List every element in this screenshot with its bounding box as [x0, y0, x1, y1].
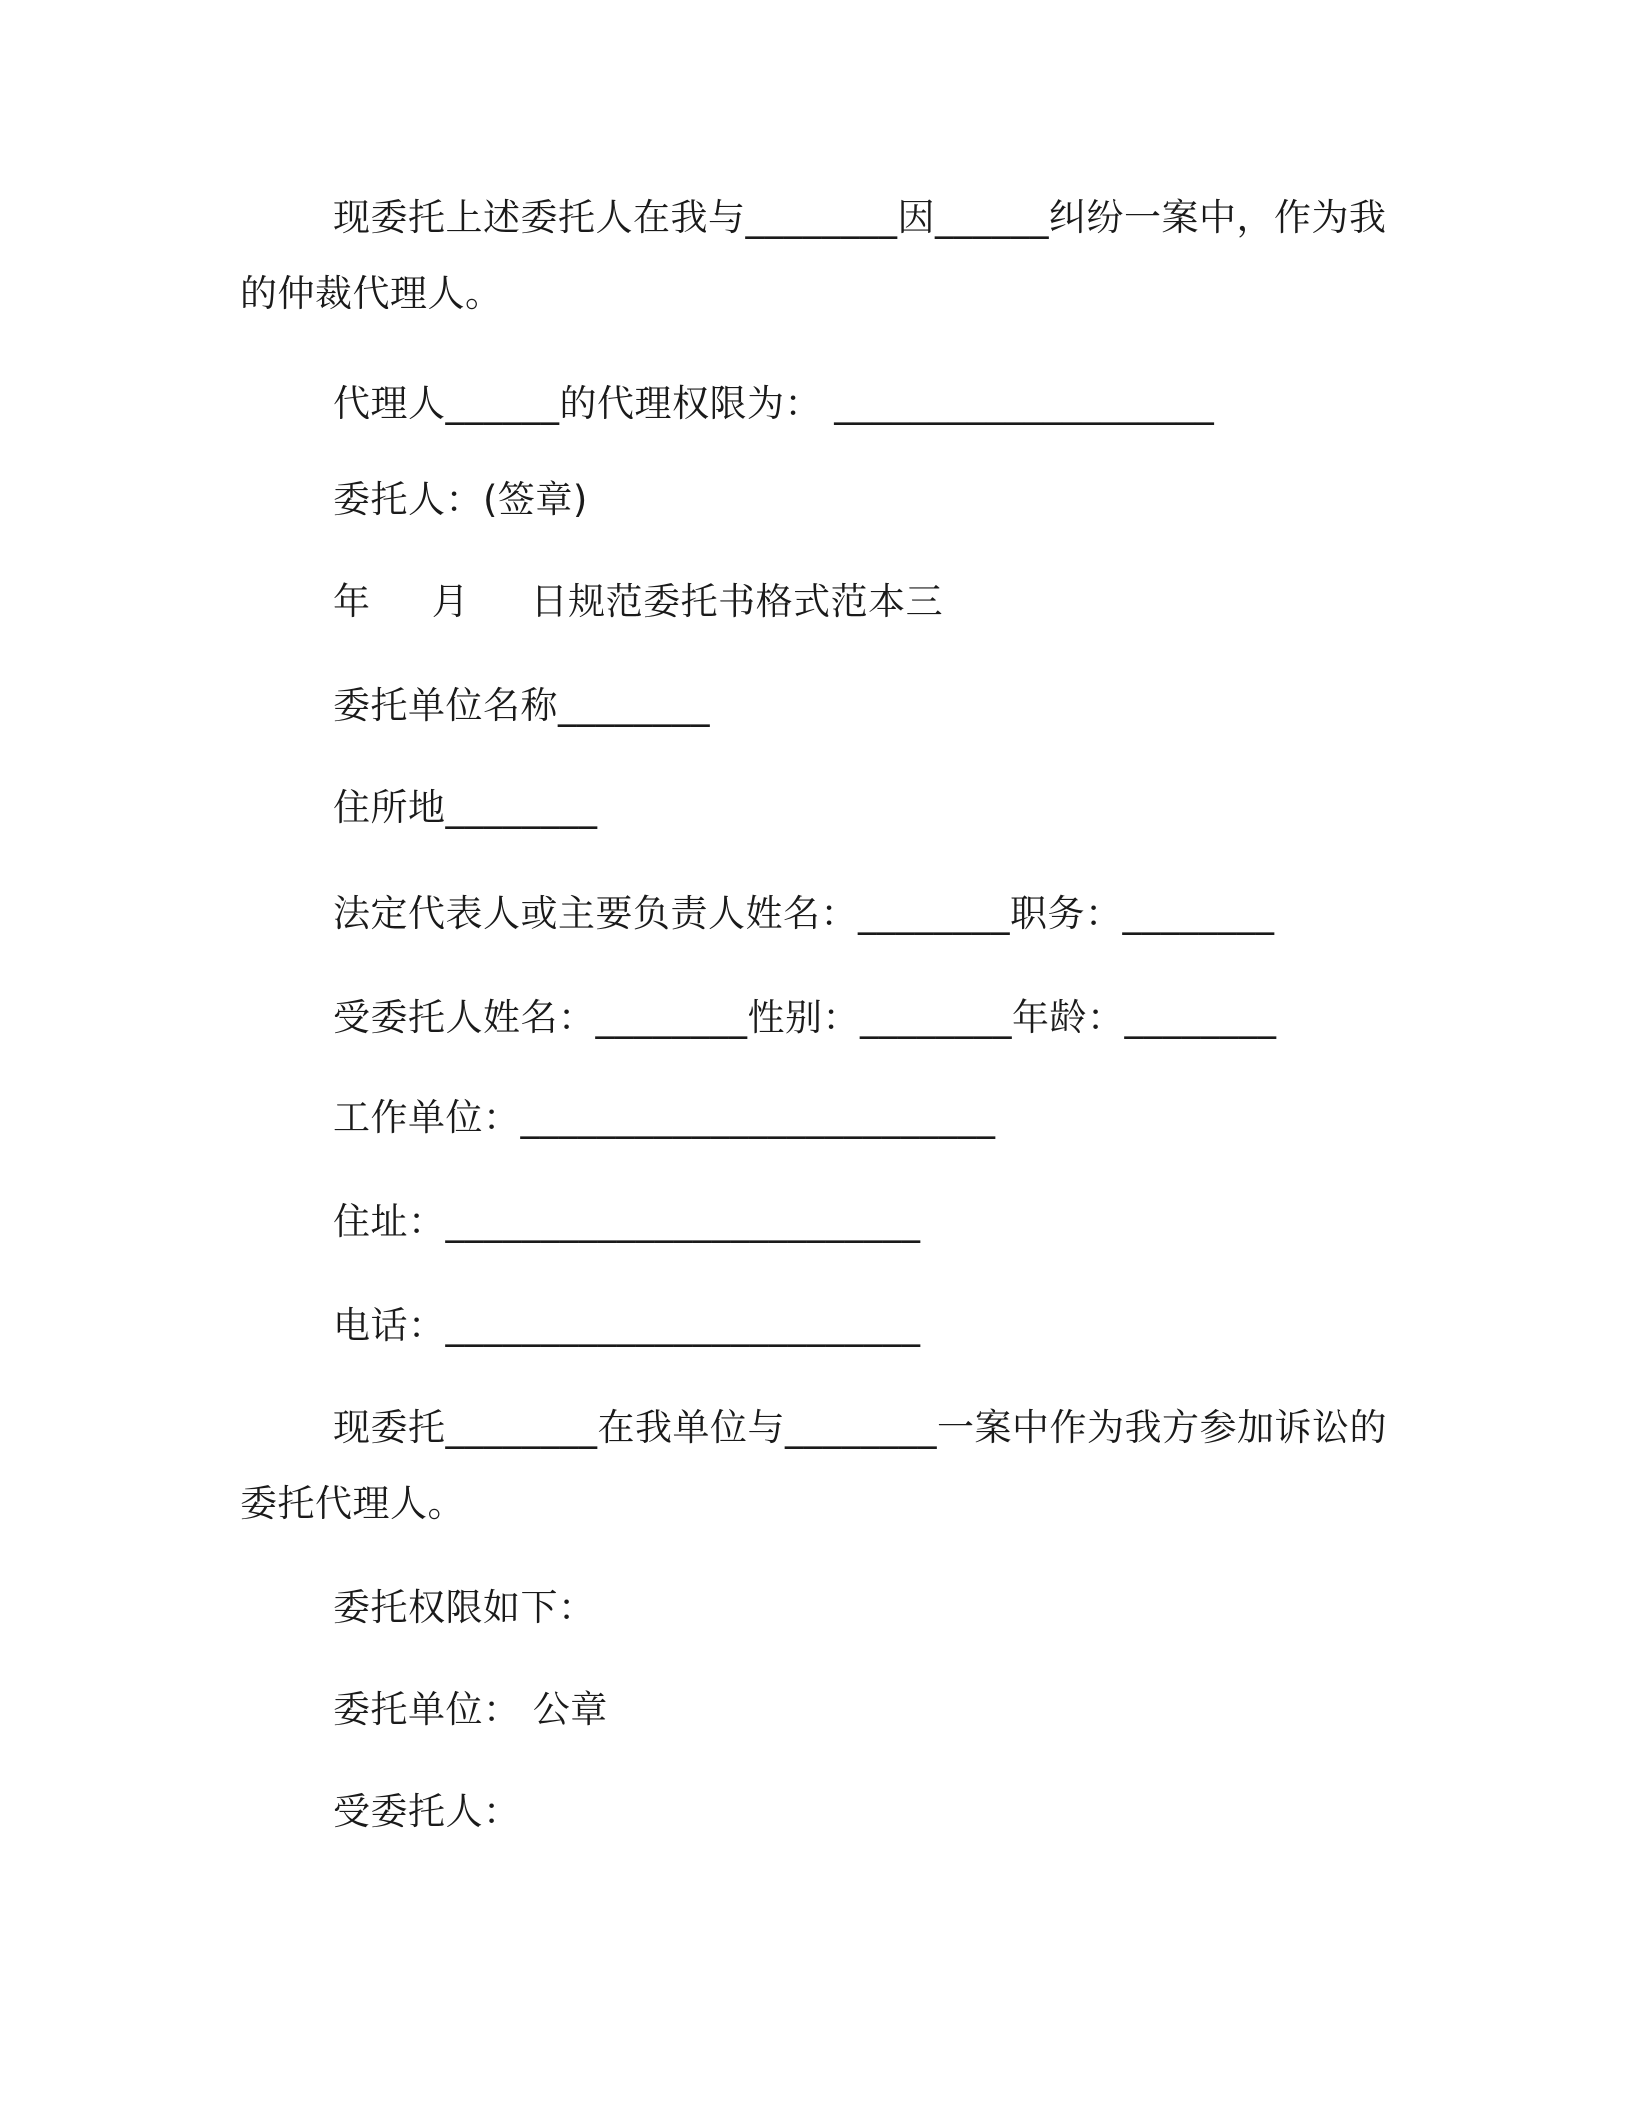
entrusted-authority-line: 委托权限如下：: [333, 1586, 596, 1629]
work-unit-line: 工作单位：_________________________: [333, 1096, 996, 1139]
trustee-signature-line: 受委托人：: [333, 1790, 521, 1833]
paragraph-entrust-arbitration-line2: 的仲裁代理人。: [240, 272, 503, 315]
paragraph-entrust-arbitration-line1: 现委托上述委托人在我与________因______纠纷一案中，作为我: [333, 196, 1387, 239]
paragraph-entrust-litigation-line2: 委托代理人。: [240, 1482, 465, 1525]
entrusting-unit-name-line: 委托单位名称________: [333, 684, 710, 727]
agent-authority-line: 代理人______的代理权限为： ____________________: [333, 382, 1215, 425]
address-line: 住址：_________________________: [333, 1200, 921, 1243]
entrusting-unit-seal-line: 委托单位： 公章: [333, 1688, 608, 1731]
date-and-template-title-line: 年 月 日规范委托书格式范本三: [333, 580, 944, 623]
trustee-info-line: 受委托人姓名：________性别：________年龄：________: [333, 996, 1277, 1039]
legal-representative-line: 法定代表人或主要负责人姓名：________职务：________: [333, 892, 1275, 935]
phone-line: 电话：_________________________: [333, 1304, 921, 1347]
paragraph-entrust-litigation-line1: 现委托________在我单位与________一案中作为我方参加诉讼的: [333, 1406, 1387, 1449]
principal-signature-line: 委托人：(签章): [333, 478, 588, 521]
domicile-line: 住所地________: [333, 786, 598, 829]
